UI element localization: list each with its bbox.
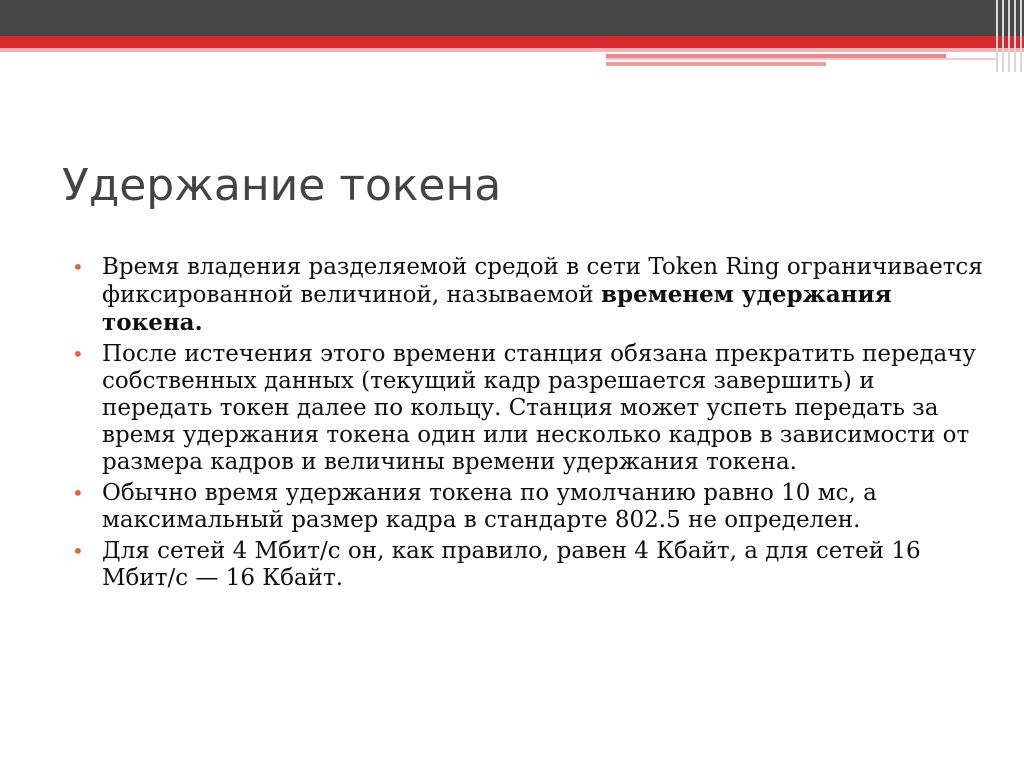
- slide-title: Удержание токена: [62, 160, 502, 211]
- bullet-icon: •: [72, 255, 84, 279]
- list-item: [70, 254, 990, 337]
- header-accent-line: [606, 58, 996, 60]
- header-stripes: [994, 0, 1024, 72]
- bullet-icon: •: [72, 481, 84, 505]
- list-item: [70, 538, 990, 592]
- list-item: [70, 480, 990, 534]
- list-item: [70, 341, 990, 476]
- bullet-text: Для сетей 4 Мбит/с он, как правило, равен 4 Кбайт, а для сетей 16 Мбит/с — 16 Кбайт.: [102, 538, 921, 591]
- header-accent-line: [606, 62, 826, 66]
- bullet-icon: •: [72, 539, 84, 563]
- bullet-text: После истечения этого времени станция обязана прекратить передачу собственных данных (текущий кадр разрешается завершить) и передать токен далее по кольцу. Станция может успеть передать за время удержания токена один или несколько кадров в зависимости от размера кадров и величины времени удержания токена.: [102, 341, 976, 475]
- header-dark-band: [0, 0, 1024, 36]
- bullet-bold-text: временем удержания токена.: [102, 281, 892, 336]
- bullet-list: [70, 254, 990, 596]
- header-pink-band: [0, 48, 1024, 52]
- header-red-band: [0, 36, 1024, 48]
- bullet-text: Время владения разделяемой средой в сети Token Ring ограничивается фиксированной величиной, называемой: [102, 254, 983, 308]
- bullet-icon: •: [72, 342, 84, 366]
- bullet-text: Обычно время удержания токена по умолчанию равно 10 мс, а максимальный размер кадра в стандарте 802.5 не определен.: [102, 480, 877, 533]
- header-accent-line: [606, 54, 946, 58]
